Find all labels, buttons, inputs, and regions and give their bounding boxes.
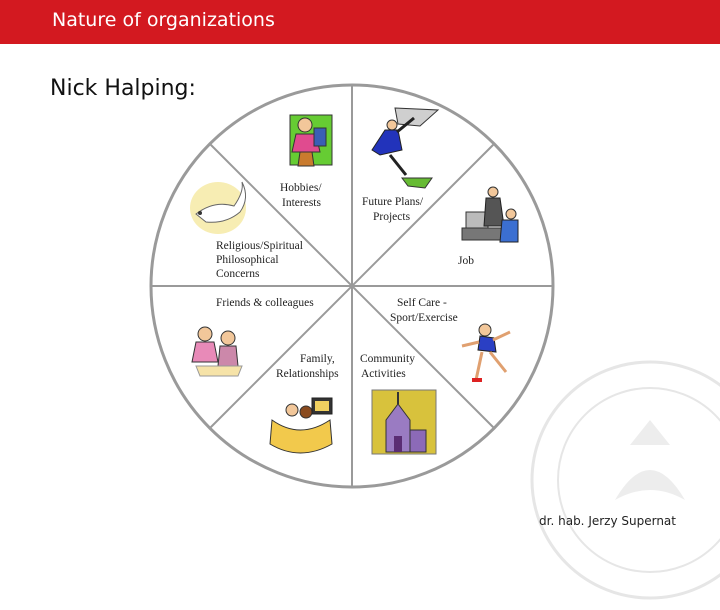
slide-header-title: Nature of organizations <box>52 9 275 31</box>
segment-label-hobbies-line1: Hobbies/ <box>280 182 322 194</box>
segment-label-job: Job <box>458 255 474 267</box>
segment-label-religious-line3: Concerns <box>216 268 260 280</box>
church-icon <box>372 390 436 454</box>
segment-label-family-line1: Family, <box>300 353 335 365</box>
slide-subtitle: Nick Halping: <box>50 76 196 101</box>
segment-label-religious-line2: Philosophical <box>216 254 279 266</box>
segment-label-future-line1: Future Plans/ <box>362 196 424 208</box>
segment-label-community-line1: Community <box>360 353 415 365</box>
segment-label-friends: Friends & colleagues <box>216 297 314 309</box>
segment-label-religious-line1: Religious/Spiritual <box>216 240 303 252</box>
person-crafting-icon <box>290 115 332 166</box>
segment-label-family-line2: Relationships <box>276 368 339 380</box>
segment-label-selfcare-line2: Sport/Exercise <box>390 312 458 324</box>
dove-icon <box>190 182 246 234</box>
footer-author: dr. hab. Jerzy Supernat <box>539 514 676 528</box>
university-seal-watermark <box>520 350 720 610</box>
segment-label-future-line2: Projects <box>373 211 411 223</box>
segment-label-hobbies-line2: Interests <box>282 197 321 209</box>
segment-label-selfcare-line1: Self Care - <box>397 297 447 309</box>
segment-label-community-line2: Activities <box>361 368 406 380</box>
